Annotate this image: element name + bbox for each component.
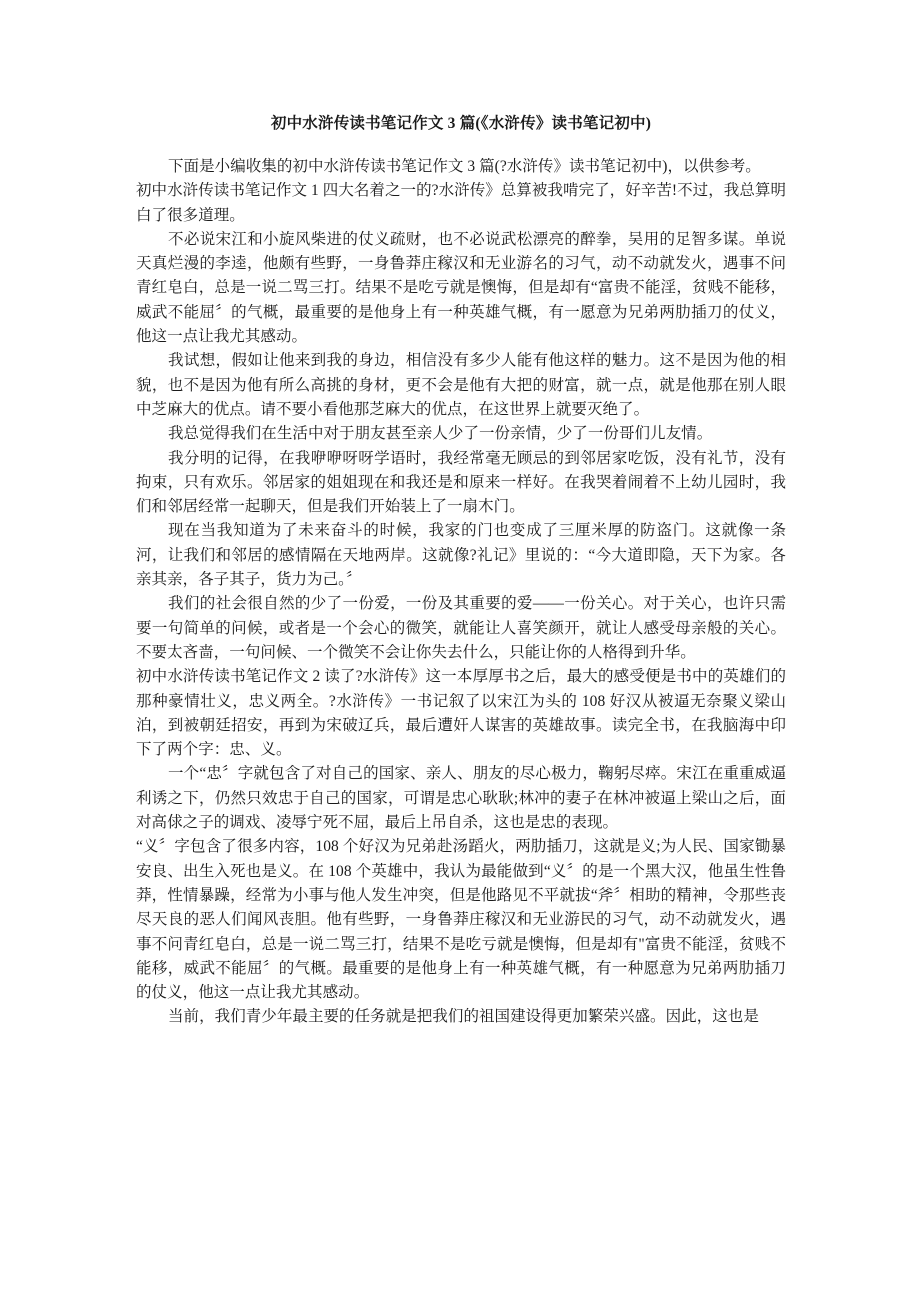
essay-1-heading: 初中水浒传读书笔记作文 1 四大名着之一的?水浒传》总算被我啃完了，好辛苦!不过，我总算明白了很多道理。 bbox=[136, 182, 786, 224]
intro-paragraph: 下面是小编收集的初中水浒传读书笔记作文 3 篇(?水浒传》读书笔记初中)，以供参考。 bbox=[168, 158, 761, 175]
essay-2-body-2: “义〞字包含了很多内容，108 个好汉为兄弟赴汤蹈火，两肋插刀，这就是义;为人民、国家锄暴安良、出生入死也是义。在 108 个英雄中，我认为最能做到“义〞的是一个黑大汉，他虽生性鲁莽，性情暴躁，经常为小事与他人发生冲突，但是他路见不平就拔“斧〞相助的精神，令那些丧尽天良的恶人们闻风丧胆。他有些野，一身鲁莽庄稼汉和无业游民的习气，动不动就发火，遇事不问青红皂白，总是一说二骂三打，结果不是吃亏就是懊悔，但是却有"富贵不能淫，贫贱不能移，威武不能屈〞的气概。最重要的是他身上有一种英雄气概，有一种愿意为兄弟两肋插刀的仗义，他这一点让我尤其感动。 bbox=[136, 838, 786, 1002]
page-title: 初中水浒传读书笔记作文 3 篇(《水浒传》读书笔记初中) bbox=[270, 115, 652, 132]
essay-1-body-3: 我总觉得我们在生活中对于朋友甚至亲人少了一份亲情，少了一份哥们儿友情。 bbox=[168, 425, 713, 443]
essay-1-body-2: 我试想，假如让他来到我的身边，相信没有多少人能有他这样的魅力。这不是因为他的相貌，也不是因为他有所么高挑的身材，更不会是他有大把的财富，就一点，就是他那在别人眼中芝麻大的优点。请不要小看他那芝麻大的优点，在这世界上就要灭绝了。 bbox=[136, 352, 786, 418]
document-content bbox=[136, 112, 786, 1030]
body-paragraphs bbox=[136, 179, 786, 1029]
essay-2-body-1: 一个“忠〞字就包含了对自己的国家、亲人、朋友的尽心极力，鞠躬尽瘁。宋江在重重威逼利诱之下，仍然只效忠于自己的国家，可谓是忠心耿耿;林冲的妻子在林冲被逼上梁山之后，面对高俅之子的调戏、凌辱宁死不屈，最后上吊自杀，这也是忠的表现。 bbox=[136, 765, 786, 832]
essay-1-body-6: 我们的社会很自然的少了一份爱，一份及其重要的爱——一份关心。对于关心，也许只需要一句简单的问候，或者是一个会心的微笑，就能让人喜笑颜开，就让人感受母亲般的关心。不要太吝啬，一句问候、一个微笑不会让你失去什么，只能让你的人格得到升华。 bbox=[136, 595, 786, 661]
essay-1-body-5: 现在当我知道为了未来奋斗的时候，我家的门也变成了三厘米厚的防盗门。这就像一条河，让我们和邻居的感情隔在天地两岸。这就像?礼记》里说的：“今大道即隐，天下为家。各亲其亲，各子其子，货力为己。〞 bbox=[136, 522, 786, 589]
essay-2-heading: 初中水浒传读书笔记作文 2 读了?水浒传》这一本厚厚书之后，最大的感受便是书中的英雄们的那种豪情壮义，忠义两全。?水浒传》一书记叙了以宋江为头的 108 好汉从被逼无奈聚义梁山泊，到被朝廷招安，再到为宋破辽兵，最后遭奸人谋害的英雄故事。读完全书，在我脑海中印下了两个字：忠、义。 bbox=[136, 668, 786, 759]
title-spacer bbox=[136, 136, 786, 155]
essay-2-body-3: 当前，我们青少年最主要的任务就是把我们的祖国建设得更加繁荣兴盛。因此，这也是 bbox=[168, 1008, 759, 1026]
essay-1-body-4: 我分明的记得，在我咿咿呀呀学语时，我经常毫无顾忌的到邻居家吃饭，没有礼节，没有拘束，只有欢乐。邻居家的姐姐现在和我还是和原来一样好。在我哭着闹着不上幼儿园时，我们和邻居经常一起聊天，但是我们开始装上了一扇木门。 bbox=[136, 449, 786, 516]
essay-1-body-1: 不必说宋江和小旋风柴进的仗义疏财，也不必说武松漂亮的醉拳，吴用的足智多谋。单说天真烂漫的李逵，他颇有些野，一身鲁莽庄稼汉和无业游名的习气，动不动就发火，遇事不问青红皂白，总是一说二骂三打。结果不是吃亏就是懊悔，但是却有“富贵不能淫，贫贱不能移，威武不能屈〞的气概，最重要的是他身上有一种英雄气概，有一愿意为兄弟两肋插刀的仗义，他这一点让我尤其感动。 bbox=[136, 230, 786, 346]
